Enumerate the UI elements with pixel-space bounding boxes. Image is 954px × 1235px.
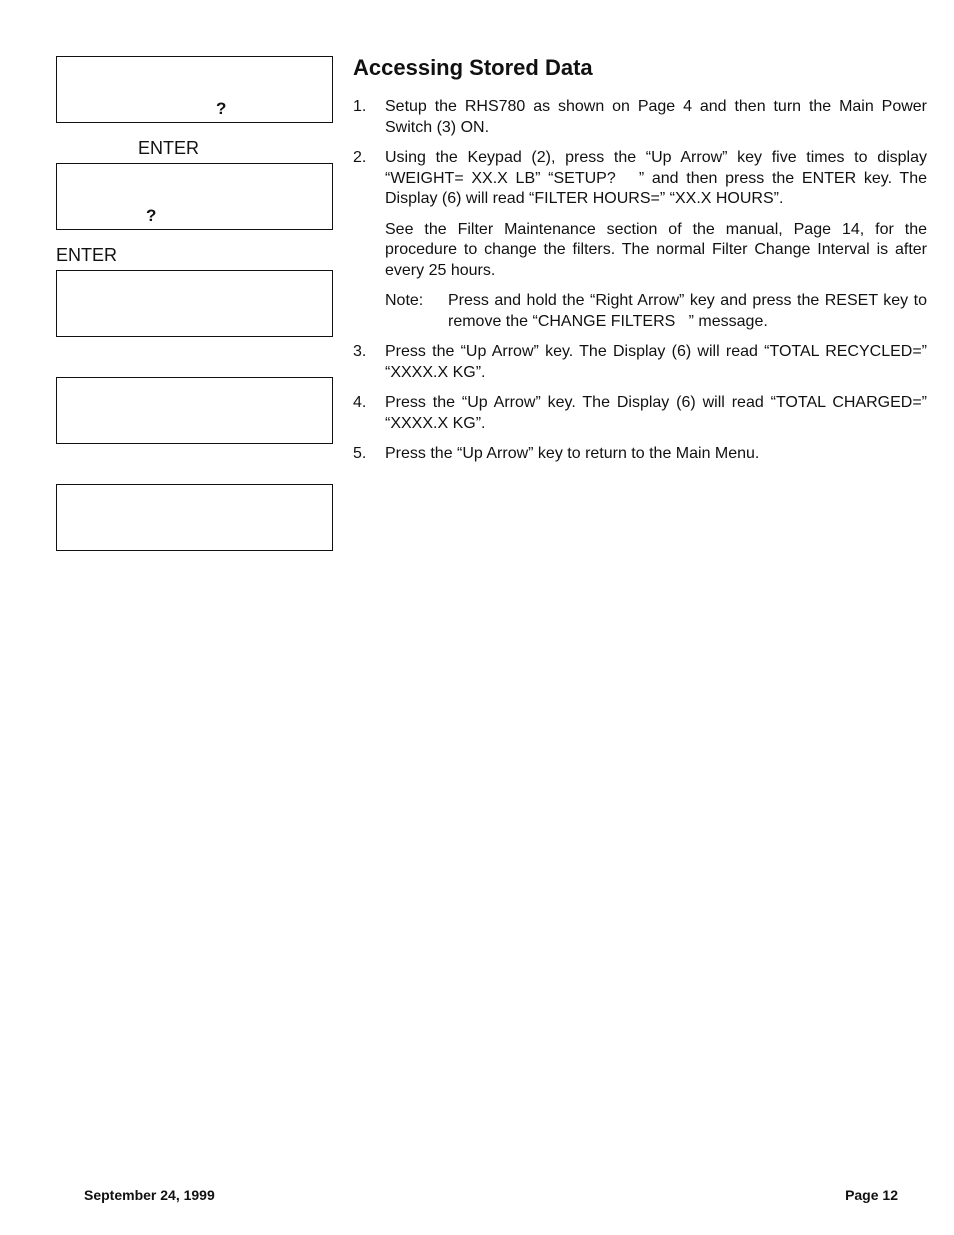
section-title: Accessing Stored Data bbox=[353, 55, 593, 80]
step-number: 1. bbox=[353, 98, 367, 115]
footer-page-number: Page 12 bbox=[845, 1187, 898, 1203]
display-box-2 bbox=[56, 163, 333, 230]
steps-list bbox=[353, 97, 927, 475]
step-item bbox=[353, 342, 927, 383]
enter-label: ENTER bbox=[138, 138, 200, 158]
footer-date: September 24, 1999 bbox=[84, 1187, 215, 1203]
step-number: 3. bbox=[353, 343, 367, 360]
step-text: Setup the RHS780 as shown on Page 4 and then turn the Main Power Switch (3) ON. bbox=[385, 98, 927, 136]
display-box-3 bbox=[56, 270, 333, 337]
note bbox=[385, 291, 927, 332]
step-item bbox=[353, 444, 927, 465]
step-paragraph: See the Filter Maintenance section of the manual, Page 14, for the procedure to change the filters. The normal Filter Change Interval is after every 25 hours. bbox=[385, 220, 927, 279]
step-number: 5. bbox=[353, 445, 367, 462]
enter-label: ENTER bbox=[56, 245, 118, 265]
step-number: 2. bbox=[353, 149, 367, 166]
note-text: Press and hold the “Right Arrow” key and press the RESET key to remove the “CHANGE FILTERS ” message. bbox=[448, 292, 927, 330]
display-box-5 bbox=[56, 484, 333, 551]
display-box-1 bbox=[56, 56, 333, 123]
display-box-4 bbox=[56, 377, 333, 444]
step-number: 4. bbox=[353, 394, 367, 411]
step-item bbox=[353, 97, 927, 138]
step-text: Press the “Up Arrow” key to return to the Main Menu. bbox=[385, 445, 760, 462]
step-item bbox=[353, 393, 927, 434]
step-text: Using the Keypad (2), press the “Up Arrow” key five times to display “WEIGHT= XX.X LB” “SETUP? ” and then press the ENTER key. The Display (6) will read “FILTER HOURS=” “XX.X HOURS”. bbox=[385, 149, 927, 207]
step-text: Press the “Up Arrow” key. The Display (6) will read “TOTAL RECYCLED=” “XXXX.X KG”. bbox=[385, 343, 927, 381]
note-label: Note: bbox=[385, 292, 424, 309]
display-question-mark: ? bbox=[146, 206, 157, 225]
display-question-mark: ? bbox=[216, 99, 227, 118]
step-text: Press the “Up Arrow” key. The Display (6) will read “TOTAL CHARGED=” “XXXX.X KG”. bbox=[385, 394, 927, 432]
step-item bbox=[353, 148, 927, 332]
